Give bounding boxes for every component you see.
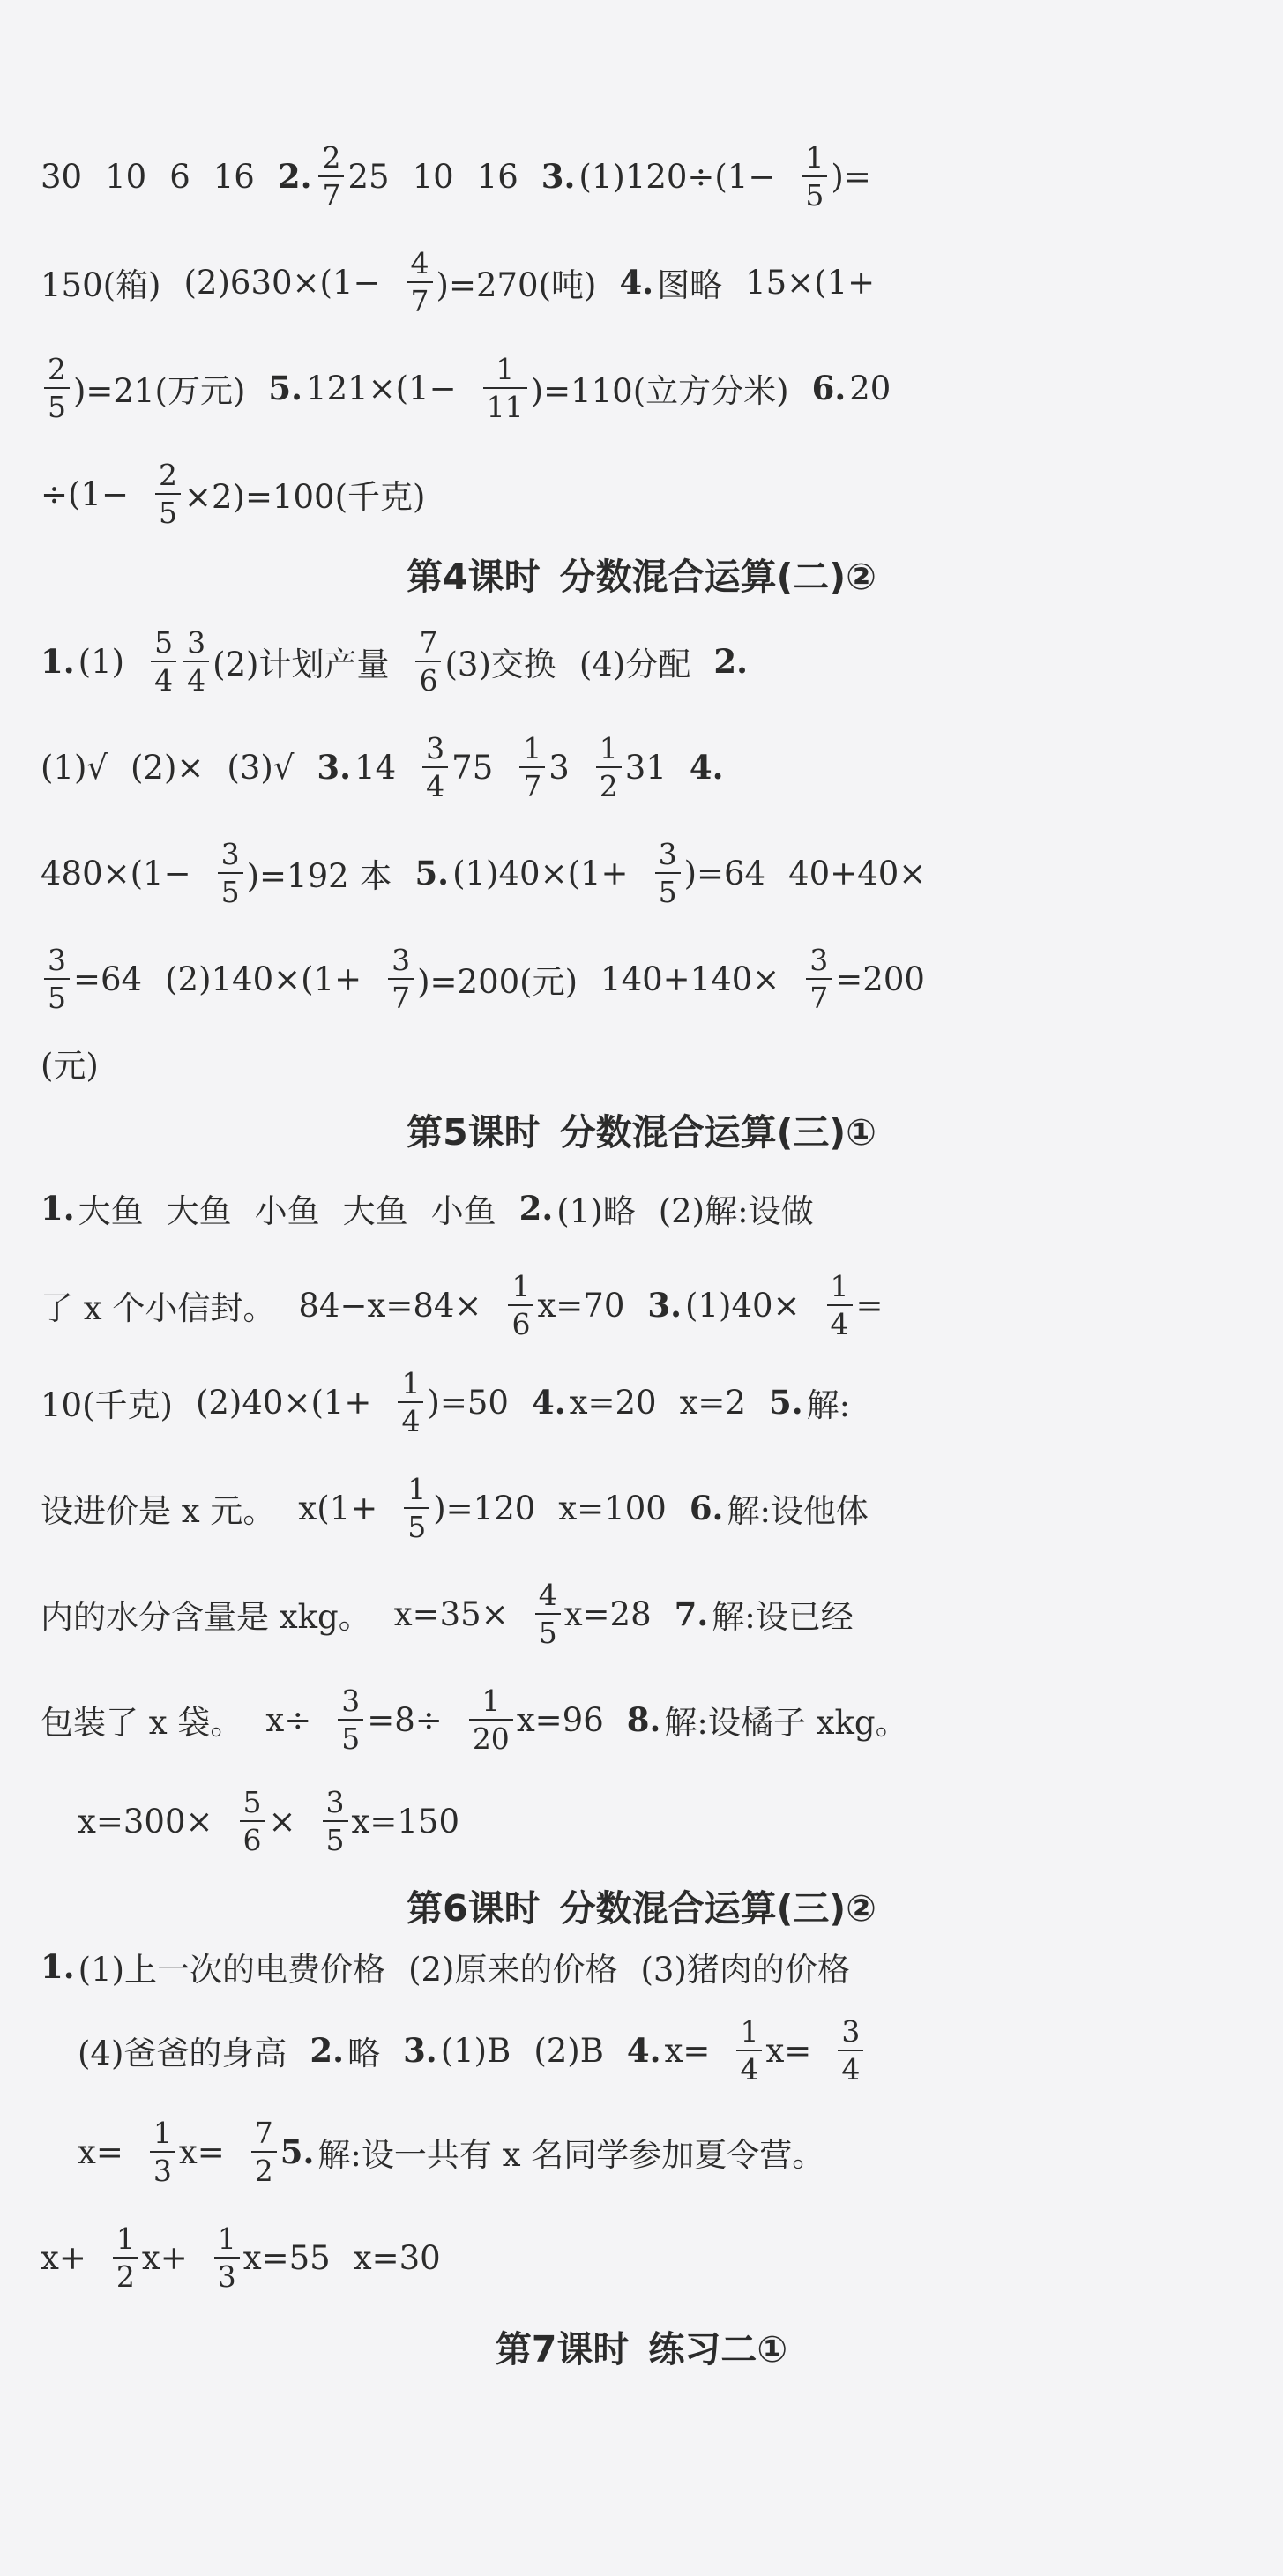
denominator: 5 <box>44 978 70 1012</box>
numerator: 3 <box>392 943 411 977</box>
fraction <box>398 1366 423 1438</box>
denominator: 4 <box>838 2050 863 2084</box>
answer-text: (元) <box>41 1047 99 1085</box>
fraction <box>151 625 176 698</box>
numerator: 1 <box>116 2221 135 2256</box>
numerator: 3 <box>426 731 445 765</box>
numerator: 1 <box>496 352 515 386</box>
answer-text: (2)× <box>131 748 205 787</box>
fraction <box>44 352 70 424</box>
answer-line <box>41 243 1249 322</box>
question-number: 2. <box>277 157 312 196</box>
denominator: 7 <box>388 978 414 1012</box>
fraction <box>113 2221 138 2294</box>
answer-text: 121×(1− <box>306 369 457 407</box>
denominator: 5 <box>218 872 243 907</box>
answer-line <box>41 1468 1249 1548</box>
heading-text: 第5课时 <box>407 1110 541 1154</box>
fraction <box>596 731 622 803</box>
answer-text: x=55 <box>242 2238 331 2277</box>
answer-text: (1)40× <box>685 1286 801 1325</box>
answer-text: x=300× <box>78 1802 213 1841</box>
fraction <box>407 246 433 318</box>
answer-text: (4)爸爸的身高 <box>78 2035 287 2072</box>
numerator: 1 <box>401 1366 421 1400</box>
answer-text: 15×(1+ <box>745 263 876 302</box>
answer-text: (2)解:设做 <box>658 1192 814 1230</box>
answer-text: 84−x=84× <box>298 1286 482 1325</box>
answer-text: x+ <box>141 2238 188 2277</box>
answer-text: x+ <box>41 2238 86 2277</box>
fraction <box>155 458 181 530</box>
answer-text: 150(箱) <box>41 266 161 304</box>
answer-text: (1) <box>78 642 125 681</box>
heading-text: 第6课时 <box>407 1886 541 1930</box>
answer-line <box>78 2011 1283 2090</box>
answer-text: 10 <box>105 157 147 196</box>
answer-text: 大鱼 <box>78 1192 144 1230</box>
numerator: 3 <box>187 625 206 660</box>
heading-text: 第7课时 <box>495 2327 630 2371</box>
answer-line <box>41 1266 1249 1345</box>
answer-text: 解:设一共有 x 名同学参加夏令营。 <box>317 2136 825 2174</box>
answer-text: 图略 <box>657 266 723 304</box>
question-number: 1. <box>41 1189 75 1228</box>
answer-text: (2)原来的价格 <box>408 1951 618 1989</box>
denominator: 2 <box>251 2151 277 2185</box>
answer-line <box>41 137 1249 216</box>
denominator: 3 <box>150 2151 175 2185</box>
fraction <box>535 1578 561 1650</box>
question-number: 3. <box>647 1286 683 1325</box>
numerator: 5 <box>242 1785 262 1819</box>
answer-text: 140+140× <box>600 959 780 998</box>
fraction <box>218 837 243 909</box>
denominator: 5 <box>155 493 181 527</box>
section-heading <box>0 534 1283 613</box>
denominator: 7 <box>519 766 545 801</box>
denominator: 7 <box>318 175 344 210</box>
numerator: 3 <box>841 2014 861 2049</box>
heading-text: 分数混合运算(三)① <box>559 1110 876 1154</box>
answer-text: 16 <box>213 157 255 196</box>
answer-line <box>41 1927 1249 2006</box>
answer-text: 设进价是 x 元。 <box>41 1492 276 1530</box>
question-number: 4. <box>689 748 724 787</box>
answer-text: (2)630×(1− <box>183 263 381 302</box>
denominator: 5 <box>535 1613 561 1647</box>
numerator: 3 <box>325 1785 345 1819</box>
answer-text: (1)上一次的电费价格 <box>78 1951 386 1989</box>
answer-text: )=21(万元) <box>73 372 246 410</box>
answer-line <box>41 1169 1249 1248</box>
answer-text: )=200(元) <box>417 963 578 1001</box>
denominator: 5 <box>802 175 827 210</box>
answer-text: =64 <box>73 959 143 998</box>
fraction <box>736 2014 762 2087</box>
denominator: 6 <box>508 1304 533 1339</box>
answer-text: x= <box>178 2132 225 2171</box>
numerator: 2 <box>48 352 66 386</box>
numerator: 3 <box>341 1684 361 1718</box>
numerator: 1 <box>481 1684 501 1718</box>
answer-text: 包装了 x 袋。 <box>41 1704 243 1742</box>
answer-text: 10 <box>412 157 454 196</box>
denominator: 2 <box>113 2257 138 2291</box>
answer-text: 解:设已经 <box>712 1598 854 1636</box>
answer-text: 31 <box>624 748 667 787</box>
answer-text: 解:设橘子 xkg。 <box>664 1704 908 1742</box>
answer-line <box>41 2218 1249 2297</box>
answer-line <box>41 1574 1249 1654</box>
heading-text: 分数混合运算(二)② <box>559 555 876 598</box>
answer-text: ÷(1− <box>41 474 129 513</box>
answer-line <box>41 1680 1249 1759</box>
answer-text: x=35× <box>393 1594 509 1633</box>
question-number: 2. <box>713 642 748 681</box>
question-number: 3. <box>317 748 352 787</box>
answer-text: 480×(1− <box>41 854 191 892</box>
denominator: 20 <box>469 1719 513 1753</box>
answer-text: (1)略 <box>556 1192 636 1230</box>
answer-text: x=30 <box>353 2238 441 2277</box>
answer-text: (3)√ <box>227 748 295 787</box>
denominator: 5 <box>44 387 70 422</box>
question-number: 8. <box>626 1700 661 1739</box>
numerator: 1 <box>599 731 618 765</box>
fraction <box>183 625 209 698</box>
fraction <box>519 731 545 803</box>
denominator: 6 <box>415 661 441 695</box>
answer-text: (2)140×(1+ <box>165 959 362 998</box>
answer-text: 小鱼 <box>254 1192 320 1230</box>
answer-text: 略 <box>347 2035 381 2072</box>
heading-text: 练习二① <box>648 2327 788 2371</box>
fraction <box>838 2014 863 2087</box>
fraction <box>422 731 448 803</box>
question-number: 3. <box>541 157 576 196</box>
fraction <box>469 1684 513 1756</box>
answer-line <box>41 833 1249 913</box>
answer-text: (2)40×(1+ <box>195 1383 372 1422</box>
denominator: 11 <box>483 387 527 422</box>
answer-text: 40+40× <box>788 854 927 892</box>
numerator: 1 <box>830 1269 849 1303</box>
fraction <box>44 943 70 1015</box>
answer-text: )=120 <box>433 1489 536 1527</box>
denominator: 4 <box>827 1304 853 1339</box>
answer-text: x=2 <box>679 1383 746 1422</box>
answer-text: x= <box>78 2132 123 2171</box>
denominator: 4 <box>183 661 209 695</box>
answer-text: 6 <box>169 157 190 196</box>
answer-line <box>78 1781 1283 1861</box>
answer-text: 75 <box>451 748 494 787</box>
fraction <box>806 943 832 1015</box>
fraction <box>150 2116 175 2188</box>
answer-text: x= <box>664 2031 711 2070</box>
answer-text: (2)计划产量 <box>213 646 390 683</box>
question-number: 7. <box>674 1594 709 1633</box>
answer-text: = <box>855 1286 884 1325</box>
question-number: 2. <box>310 2031 345 2070</box>
denominator: 4 <box>736 2050 762 2084</box>
numerator: 4 <box>410 246 429 280</box>
answer-text: (3)交换 <box>444 646 556 683</box>
question-number: 1. <box>41 642 75 681</box>
numerator: 3 <box>220 837 240 871</box>
answer-text: x=150 <box>351 1802 460 1841</box>
answer-text: 内的水分含量是 xkg。 <box>41 1598 371 1636</box>
numerator: 1 <box>740 2014 759 2049</box>
numerator: 3 <box>658 837 677 871</box>
answer-text: (1)B <box>440 2031 511 2070</box>
heading-text: 分数混合运算(三)② <box>559 1886 876 1930</box>
denominator: 7 <box>806 978 832 1012</box>
denominator: 7 <box>407 281 433 316</box>
answer-line <box>41 348 1249 428</box>
question-number: 5. <box>268 369 303 407</box>
answer-text: x=28 <box>563 1594 652 1633</box>
answer-text: 小鱼 <box>430 1192 496 1230</box>
answer-line <box>41 939 1249 1019</box>
answer-text: 大鱼 <box>342 1192 408 1230</box>
answer-text: )= <box>831 157 871 196</box>
question-number: 3. <box>403 2031 437 2070</box>
answer-text: )=50 <box>427 1383 509 1422</box>
answer-text: 了 x 个小信封。 <box>41 1289 276 1327</box>
answer-text: (3)猪肉的价格 <box>640 1951 850 1989</box>
answer-text: =200 <box>835 959 925 998</box>
answer-text: 14 <box>354 748 397 787</box>
answer-text: =8÷ <box>367 1700 443 1739</box>
question-number: 6. <box>689 1489 724 1527</box>
answer-text: (1)120÷(1− <box>578 157 776 196</box>
fraction <box>388 943 414 1015</box>
answer-text: (2)B <box>533 2031 604 2070</box>
numerator: 2 <box>158 458 177 492</box>
question-number: 1. <box>41 1947 75 1986</box>
denominator: 6 <box>240 1820 265 1855</box>
fraction <box>802 140 827 213</box>
answer-text: x=100 <box>558 1489 667 1527</box>
numerator: 2 <box>322 140 341 175</box>
denominator: 4 <box>151 661 176 695</box>
denominator: 5 <box>323 1820 348 1855</box>
heading-text: 第4课时 <box>407 555 541 598</box>
answer-text: x= <box>765 2031 812 2070</box>
fraction <box>483 352 527 424</box>
fraction <box>415 625 441 698</box>
numerator: 7 <box>419 625 438 660</box>
section-heading <box>0 1089 1283 1169</box>
numerator: 1 <box>407 1472 427 1506</box>
answer-text: (1)√ <box>41 748 108 787</box>
denominator: 3 <box>214 2257 240 2291</box>
denominator: 5 <box>655 872 681 907</box>
question-number: 4. <box>619 263 654 302</box>
answer-text: 16 <box>476 157 518 196</box>
numerator: 1 <box>153 2116 172 2150</box>
answer-line <box>41 622 1249 701</box>
answer-text: )=64 <box>683 854 766 892</box>
fraction <box>318 140 344 213</box>
section-heading <box>0 2306 1283 2386</box>
denominator: 5 <box>404 1507 429 1542</box>
denominator: 5 <box>338 1719 363 1753</box>
answer-text: )=270(吨) <box>436 266 597 304</box>
question-number: 5. <box>768 1383 803 1422</box>
fraction <box>827 1269 853 1341</box>
numerator: 3 <box>809 943 829 977</box>
answer-text: x=70 <box>537 1286 625 1325</box>
answer-text: (4)分配 <box>578 646 691 683</box>
answer-text: × <box>268 1802 296 1841</box>
fraction <box>323 1785 348 1857</box>
numerator: 1 <box>523 731 542 765</box>
question-number: 5. <box>280 2132 315 2171</box>
answer-text: 20 <box>849 369 891 407</box>
denominator: 4 <box>398 1401 423 1436</box>
question-number: 2. <box>518 1189 554 1228</box>
answer-text: x=96 <box>516 1700 604 1739</box>
numerator: 7 <box>254 2116 273 2150</box>
answer-text: )=192 本 <box>246 857 392 895</box>
answer-text: (1)40×(1+ <box>452 854 629 892</box>
numerator: 1 <box>511 1269 531 1303</box>
answer-text: 解: <box>806 1386 851 1424</box>
answer-text: ×2)=100(千克) <box>183 478 426 516</box>
numerator: 1 <box>805 140 824 175</box>
question-number: 4. <box>626 2031 661 2070</box>
answer-text: 大鱼 <box>166 1192 232 1230</box>
answer-line <box>41 1363 1249 1442</box>
answer-text: x÷ <box>265 1700 312 1739</box>
answer-text: )=110(立方分米) <box>530 372 789 410</box>
numerator: 1 <box>217 2221 236 2256</box>
answer-text: 10(千克) <box>41 1386 173 1424</box>
fraction <box>404 1472 429 1544</box>
numerator: 5 <box>154 625 174 660</box>
answer-text: x(1+ <box>298 1489 378 1527</box>
answer-line <box>41 454 1249 534</box>
numerator: 3 <box>48 943 66 977</box>
fraction <box>240 1785 265 1857</box>
answer-text: 3 <box>548 748 570 787</box>
fraction <box>214 2221 240 2294</box>
question-number: 5. <box>414 854 450 892</box>
answer-text: 30 <box>41 157 83 196</box>
answer-line <box>78 2112 1283 2191</box>
numerator: 4 <box>538 1578 557 1612</box>
answer-text: x=20 <box>569 1383 657 1422</box>
answer-line <box>41 728 1249 807</box>
question-number: 6. <box>811 369 847 407</box>
answer-text: 解:设他体 <box>727 1492 869 1530</box>
fraction <box>338 1684 363 1756</box>
denominator: 2 <box>596 766 622 801</box>
denominator: 4 <box>422 766 448 801</box>
question-number: 4. <box>531 1383 566 1422</box>
fraction <box>251 2116 277 2188</box>
fraction <box>508 1269 533 1341</box>
fraction <box>655 837 681 909</box>
answer-text: 25 <box>347 157 390 196</box>
